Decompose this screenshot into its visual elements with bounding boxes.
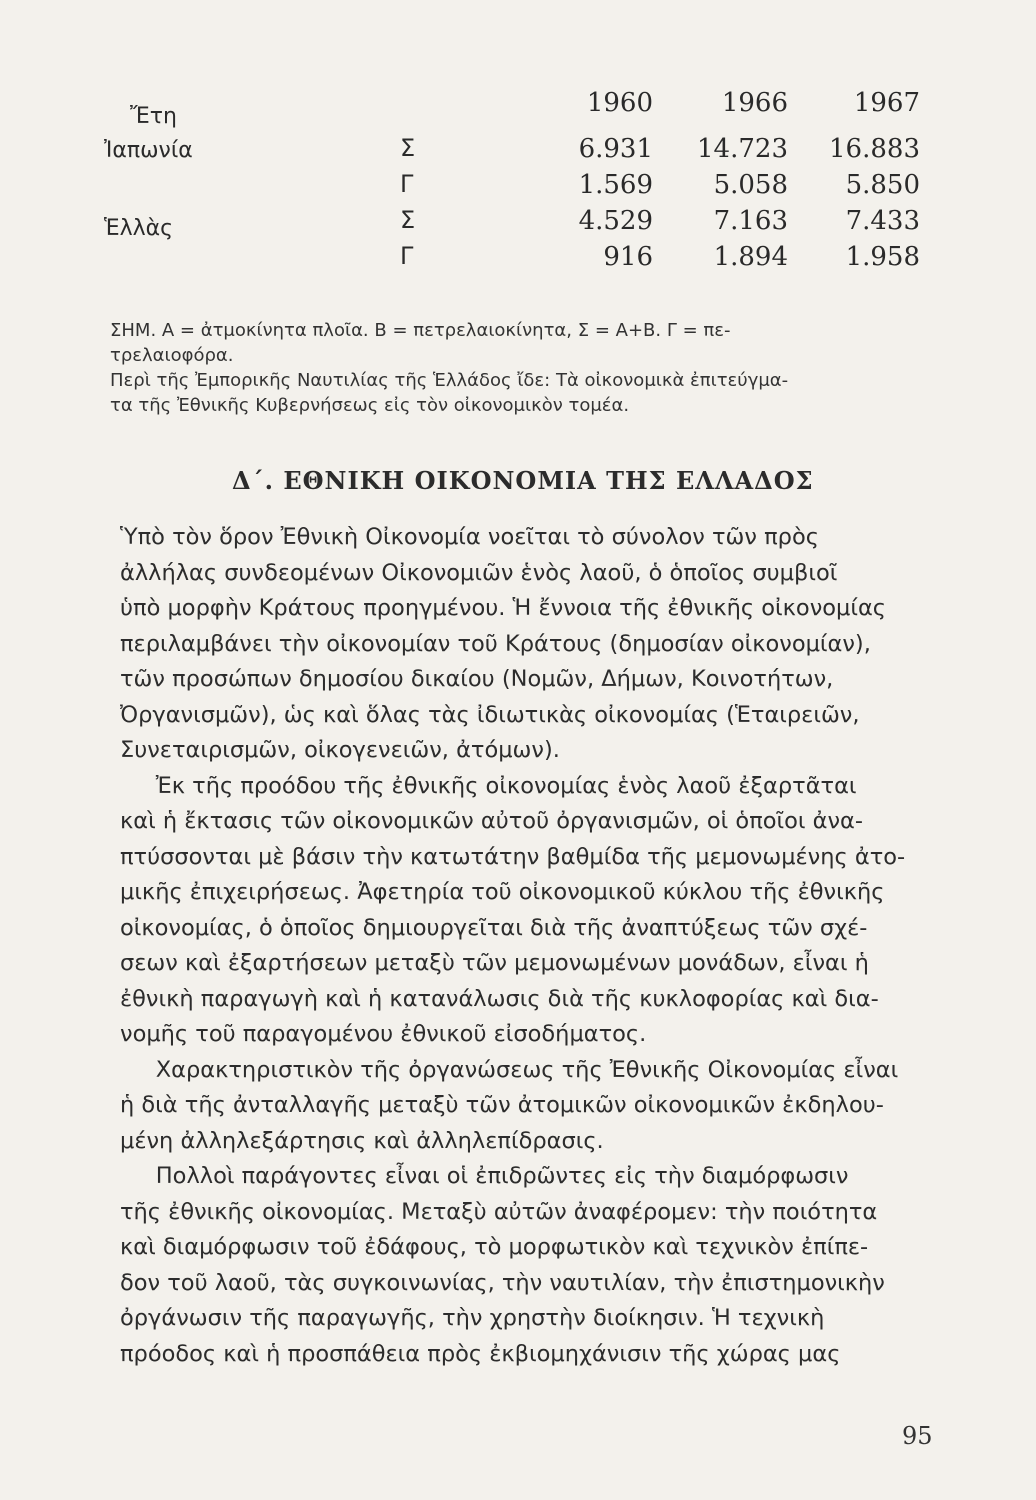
text-line: Συνεταιρισμῶν, οἰκογενειῶν, ἀτόμων). [120, 737, 560, 763]
note-line: τρελαιοφόρα. [110, 345, 234, 366]
text-line: τῶν προσώπων δημοσίου δικαίου (Νομῶν, Δήμων, Κοινοτήτων, [120, 666, 834, 692]
note-line: τα τῆς Ἐθνικῆς Κυβερνήσεως εἰς τὸν οἰκονομικὸν τομέα. [110, 395, 630, 416]
value-cell: 1.569 [578, 170, 653, 200]
section-heading: Δ΄. ΕΘΝΙΚΗ ΟΙΚΟΝΟΜΙΑ ΤΗΣ ΕΛΛΑΔΟΣ [232, 466, 814, 495]
table-row [100, 134, 930, 168]
row-code: Γ [400, 170, 414, 198]
text-line: περιλαμβάνει τὴν οἰκονομίαν τοῦ Κράτους (δημοσίαν οἰκονομίαν), [120, 630, 871, 657]
years-label: Ἔτη [130, 104, 177, 129]
year-1966: 1966 [721, 88, 788, 118]
text-line: ἡ διὰ τῆς ἀνταλλαγῆς μεταξὺ τῶν ἀτομικῶν οἰκονομικῶν ἐκδηλου- [120, 1092, 884, 1118]
text-line: Πολλοὶ παράγοντες εἶναι οἱ ἐπιδρῶντες εἰς τὴν διαμόρφωσιν [120, 1163, 849, 1189]
row-code: Γ [400, 242, 414, 270]
value-cell: 1.894 [713, 242, 788, 272]
text-line: τῆς ἐθνικῆς οἰκονομίας. Μεταξὺ αὐτῶν ἀναφέρομεν: τὴν ποιότητα [120, 1198, 878, 1225]
text-line: οἰκονομίας, ὁ ὁποῖος δημιουργεῖται διὰ τῆς ἀναπτύξεως τῶν σχέ- [120, 914, 868, 941]
text-line: ὑπὸ μορφὴν Κράτους προηγμένου. Ἡ ἔννοια τῆς ἐθνικῆς οἰκονομίας [120, 595, 886, 621]
text-line: Χαρακτηριστικὸν τῆς ὀργανώσεως τῆς Ἐθνικῆς Οἰκονομίας εἶναι [120, 1056, 899, 1083]
table-row [100, 170, 930, 204]
year-1960: 1960 [586, 88, 653, 118]
body-text [120, 520, 932, 1372]
text-line: νομῆς τοῦ παραγομένου ἐθνικοῦ εἰσοδήματος. [120, 1021, 647, 1047]
value-cell: 4.529 [578, 206, 653, 236]
value-cell: 14.723 [697, 134, 788, 164]
value-cell: 7.163 [713, 206, 788, 236]
year-1967: 1967 [853, 88, 920, 118]
note-line: ΣΗΜ. Α = ἀτμοκίνητα πλοῖα. Β = πετρελαιοκίνητα, Σ = Α+Β. Γ = πε- [110, 320, 731, 341]
text-line: Ἐκ τῆς προόδου τῆς ἐθνικῆς οἰκονομίας ἑνὸς λαοῦ ἐξαρτᾶται [120, 772, 857, 799]
text-line: ἐθνικὴ παραγωγὴ καὶ ἡ κατανάλωσις διὰ τῆς κυκλοφορίας καὶ δια- [120, 985, 879, 1012]
table-row [100, 206, 930, 240]
text-line: μένη ἀλληλεξάρτησις καὶ ἀλληλεπίδρασις. [120, 1127, 604, 1154]
value-cell: 1.958 [845, 242, 920, 272]
value-cell: 5.850 [845, 170, 920, 200]
text-line: σεων καὶ ἐξαρτήσεων μεταξὺ τῶν μεμονωμένων μονάδων, εἶναι ἡ [120, 950, 869, 976]
value-cell: 6.931 [578, 134, 653, 164]
value-cell: 16.883 [829, 134, 920, 164]
text-line: δον τοῦ λαοῦ, τὰς συγκοινωνίας, τὴν ναυτιλίαν, τὴν ἐπιστημονικὴν [120, 1269, 885, 1296]
text-line: ἀλλήλας συνδεομένων Οἰκονομιῶν ἑνὸς λαοῦ, ὁ ὁποῖος συμβιοῖ [120, 559, 838, 586]
note-line: Περὶ τῆς Ἐμπορικῆς Ναυτιλίας τῆς Ἑλλάδος ἴδε: Τὰ οἰκονομικὰ ἐπιτεύγμα- [110, 370, 789, 391]
value-cell: 916 [603, 242, 653, 272]
text-line: καὶ ἡ ἔκτασις τῶν οἰκονομικῶν αὐτοῦ ὀργανισμῶν, οἱ ὁποῖοι ἀνα- [120, 808, 864, 834]
text-line: Ὀργανισμῶν), ὡς καὶ ὅλας τὰς ἰδιωτικὰς οἰκονομίας (Ἑταιρειῶν, [120, 701, 860, 728]
text-line: ὀργάνωσιν τῆς παραγωγῆς, τὴν χρηστὴν διοίκησιν. Ἡ τεχνικὴ [120, 1305, 825, 1331]
country-label: Ἰαπωνία [104, 138, 193, 163]
row-code: Σ [400, 134, 416, 162]
table-row [100, 242, 930, 276]
text-line: Ὑπὸ τὸν ὅρον Ἐθνικὴ Οἰκονομία νοεῖται τὸ σύνολον τῶν πρὸς [120, 524, 819, 550]
value-cell: 5.058 [713, 170, 788, 200]
table-footnote [110, 318, 930, 418]
text-line: πρόοδος καὶ ἡ προσπάθεια πρὸς ἐκβιομηχάνισιν τῆς χώρας μας [120, 1340, 841, 1367]
text-line: καὶ διαμόρφωσιν τοῦ ἐδάφους, τὸ μορφωτικὸν καὶ τεχνικὸν ἐπίπε- [120, 1234, 869, 1260]
text-line: πτύσσονται μὲ βάσιν τὴν κατωτάτην βαθμίδα τῆς μεμονωμένης ἀτο- [120, 843, 906, 870]
value-cell: 7.433 [845, 206, 920, 236]
row-code: Σ [400, 206, 416, 234]
text-line: μικῆς ἐπιχειρήσεως. Ἀφετηρία τοῦ οἰκονομικοῦ κύκλου τῆς ἐθνικῆς [120, 879, 885, 905]
country-label: Ἑλλὰς [104, 216, 174, 241]
table-header-row [100, 88, 930, 129]
page-number: 95 [902, 1422, 933, 1450]
